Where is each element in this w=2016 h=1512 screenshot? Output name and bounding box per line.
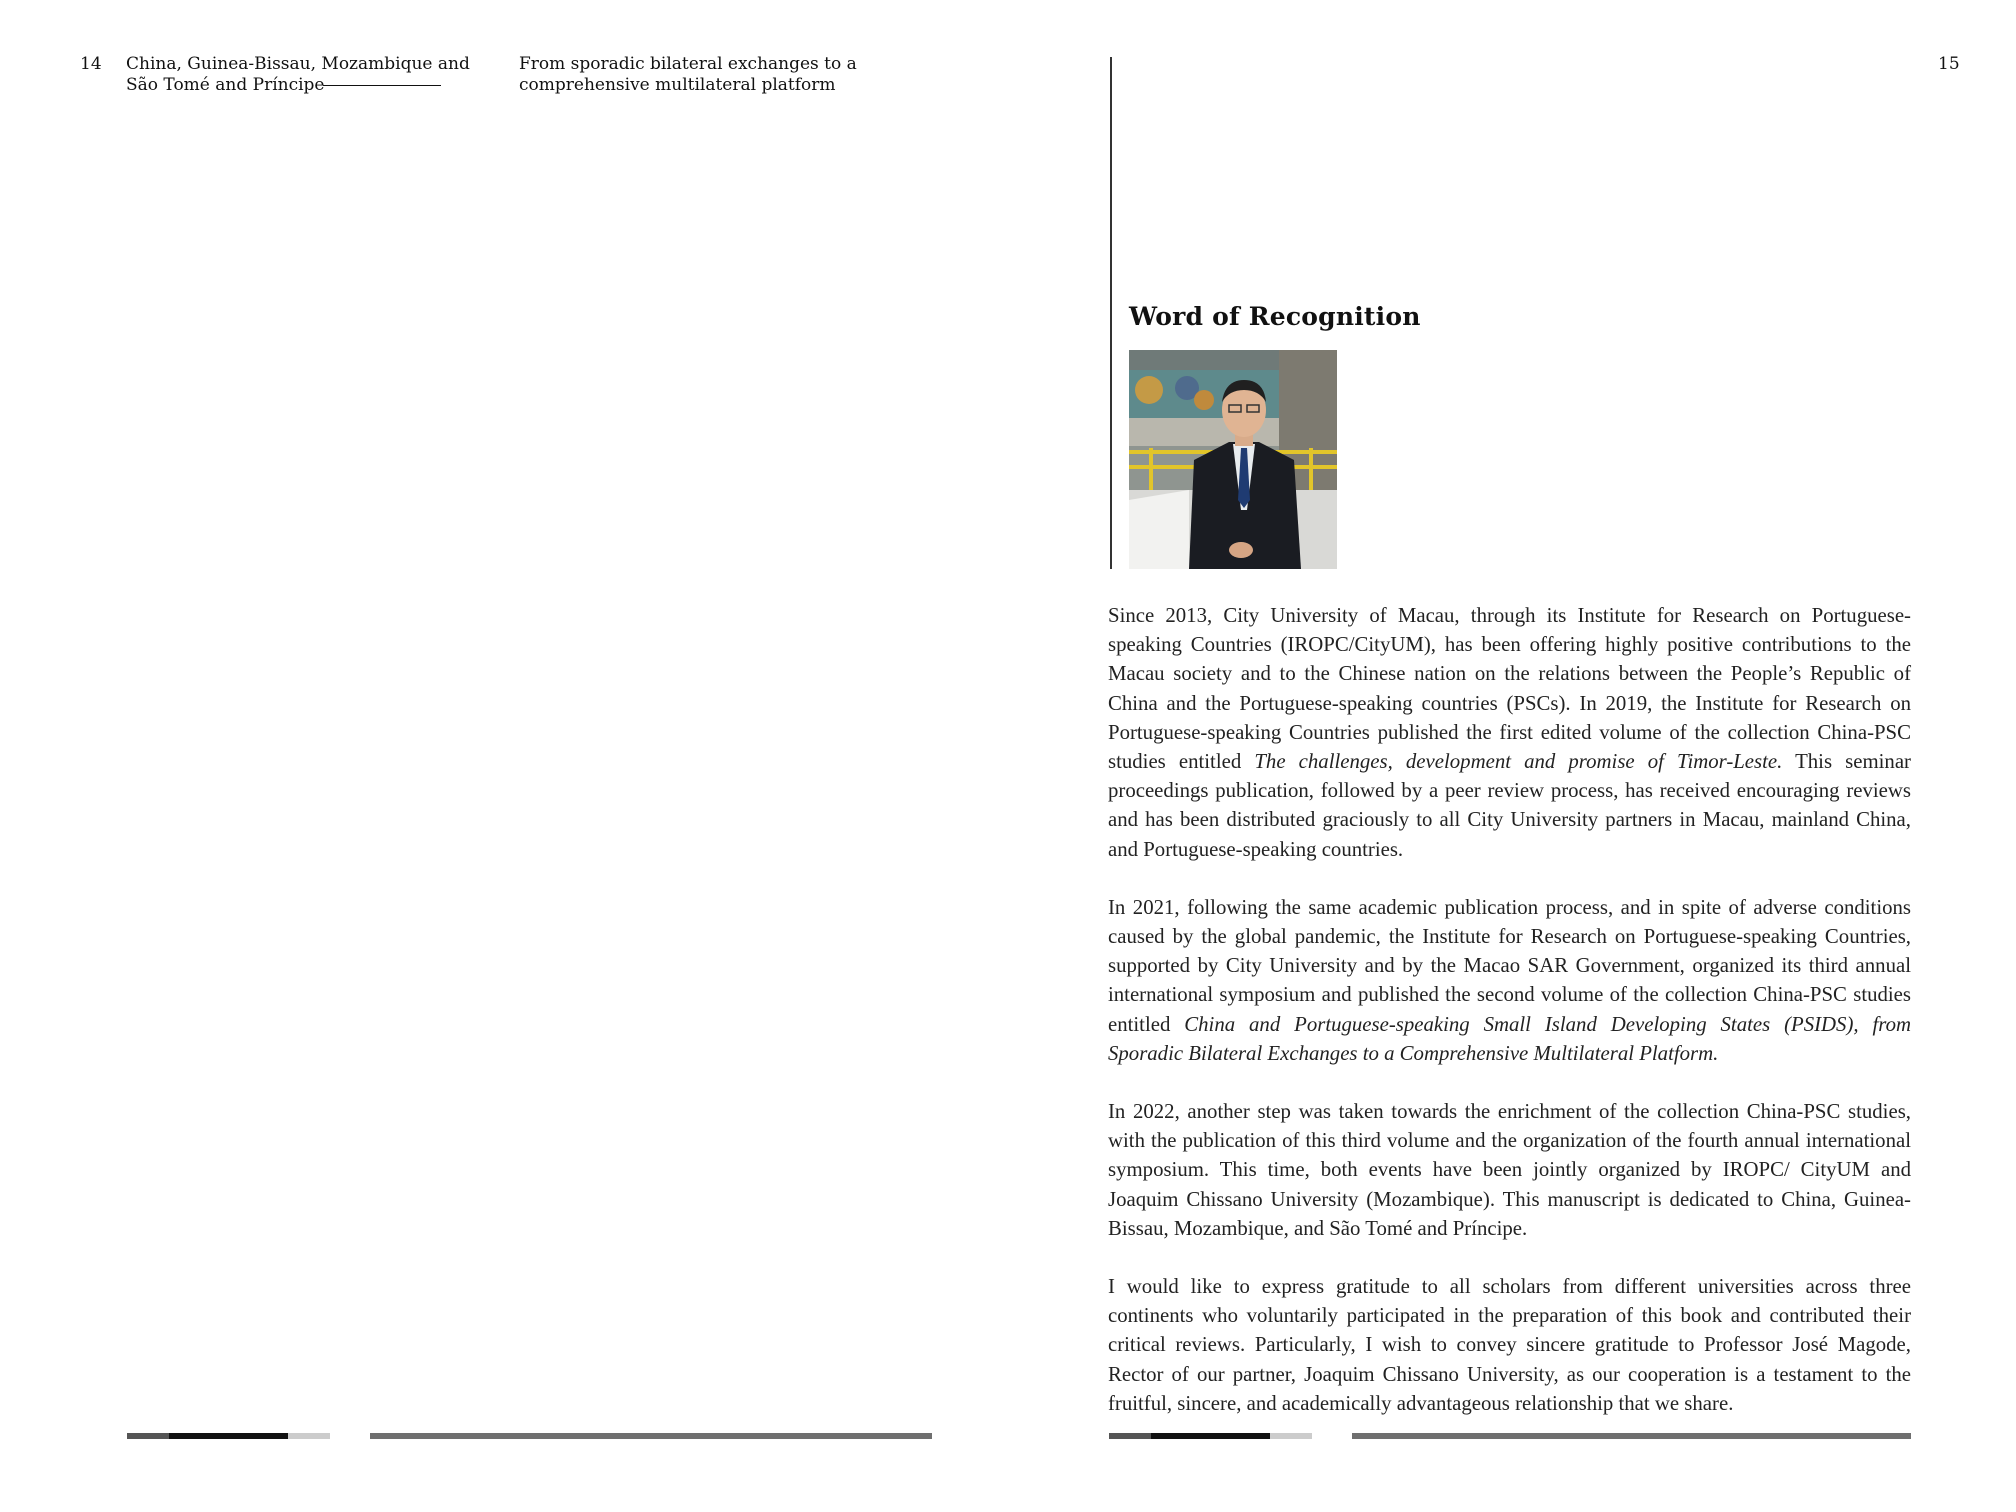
footer-bar-long bbox=[370, 1433, 932, 1439]
body-text bbox=[1108, 601, 1911, 1447]
paragraph-2-text: In 2021, following the same academic publication process, and in spite of adverse conditions caused by the global pandemic, the Institute for Research on Portuguese-speaking Countries, supported by City University and by the Macao SAR Government, organized its third annual international symposium and published the second volume of the collection China-PSC studies entitled bbox=[1108, 895, 1911, 1036]
vertical-rule bbox=[1110, 57, 1112, 569]
footer-bar-long bbox=[1352, 1433, 1911, 1439]
portrait-photo bbox=[1129, 350, 1337, 569]
footer-bar-segment bbox=[127, 1433, 169, 1439]
running-header-subtitle-line2: comprehensive multilateral platform bbox=[519, 75, 836, 95]
paragraph-1-text-end: This seminar proceedings publication, followed by a peer review process, has received encouraging reviews and has been distributed graciously to all City University partners in Macau, mainland China, and Portuguese-speaking countries. bbox=[1108, 750, 1911, 861]
footer-bar-segment bbox=[1109, 1433, 1151, 1439]
paragraph-1 bbox=[1108, 601, 1911, 864]
footer-bar-segment bbox=[1151, 1433, 1270, 1439]
paragraph-4 bbox=[1108, 1272, 1911, 1418]
paragraph-4-text: I would like to express gratitude to all scholars from different universities across three continents who voluntarily participated in the preparation of this book and contributed their critical reviews. Particularly, I wish to convey sincere gratitude to Professor José Magode, Rector of our partner, Joaquim Chissano University, as our cooperation is a testament to the fruitful, sincere, and academically advantageous relationship that we share. bbox=[1108, 1275, 1911, 1415]
paragraph-2-italic-title: China and Portuguese-speaking Small Island Developing States (PSIDS), from Sporadic Bilateral Exchanges to a Comprehensive Multilateral Platform. bbox=[1108, 1012, 1912, 1065]
portrait-photo-image bbox=[1129, 350, 1337, 569]
paragraph-1-italic-title: The challenges, development and promise of Timor-Leste. bbox=[1254, 750, 1783, 774]
left-page-number: 14 bbox=[80, 54, 102, 74]
running-header-book-title-line1: China, Guinea-Bissau, Mozambique and bbox=[126, 54, 470, 74]
running-header-book-title bbox=[126, 54, 470, 96]
paragraph-2 bbox=[1108, 893, 1911, 1068]
running-header-subtitle-line1: From sporadic bilateral exchanges to a bbox=[519, 54, 857, 74]
paragraph-3 bbox=[1108, 1097, 1911, 1243]
header-rule bbox=[323, 85, 441, 86]
running-header-book-title-line2: São Tomé and Príncipe bbox=[126, 75, 325, 95]
running-header-subtitle bbox=[519, 54, 857, 96]
footer-bar-segment bbox=[1270, 1433, 1312, 1439]
footer-bar-segment bbox=[169, 1433, 288, 1439]
section-title: Word of Recognition bbox=[1129, 302, 1421, 331]
paragraph-3-text: In 2022, another step was taken towards the enrichment of the collection China-PSC studies, with the publication of this third volume and the organization of the fourth annual international symposium. This time, both events have been jointly organized by IROPC/ CityUM and Joaquim Chissano University (Mozambique). This manuscript is dedicated to China, Guinea-Bissau, Mozambique, and São Tomé and Príncipe. bbox=[1108, 1100, 1911, 1240]
footer-bar-segment bbox=[288, 1433, 330, 1439]
right-page-number: 15 bbox=[1938, 54, 1960, 74]
paragraph-1-text: Since 2013, City University of Macau, through its Institute for Research on Portuguese-speaking Countries (IROPC/CityUM), has been offering highly positive contributions to the Macau society and to the Chinese nation on the relations between the People’s Republic of China and the Portuguese-speaking countries (PSCs). In 2019, the Institute for Research on Portuguese-speaking Countries published the first edited volume of the collection China-PSC studies entitled bbox=[1108, 604, 1911, 774]
